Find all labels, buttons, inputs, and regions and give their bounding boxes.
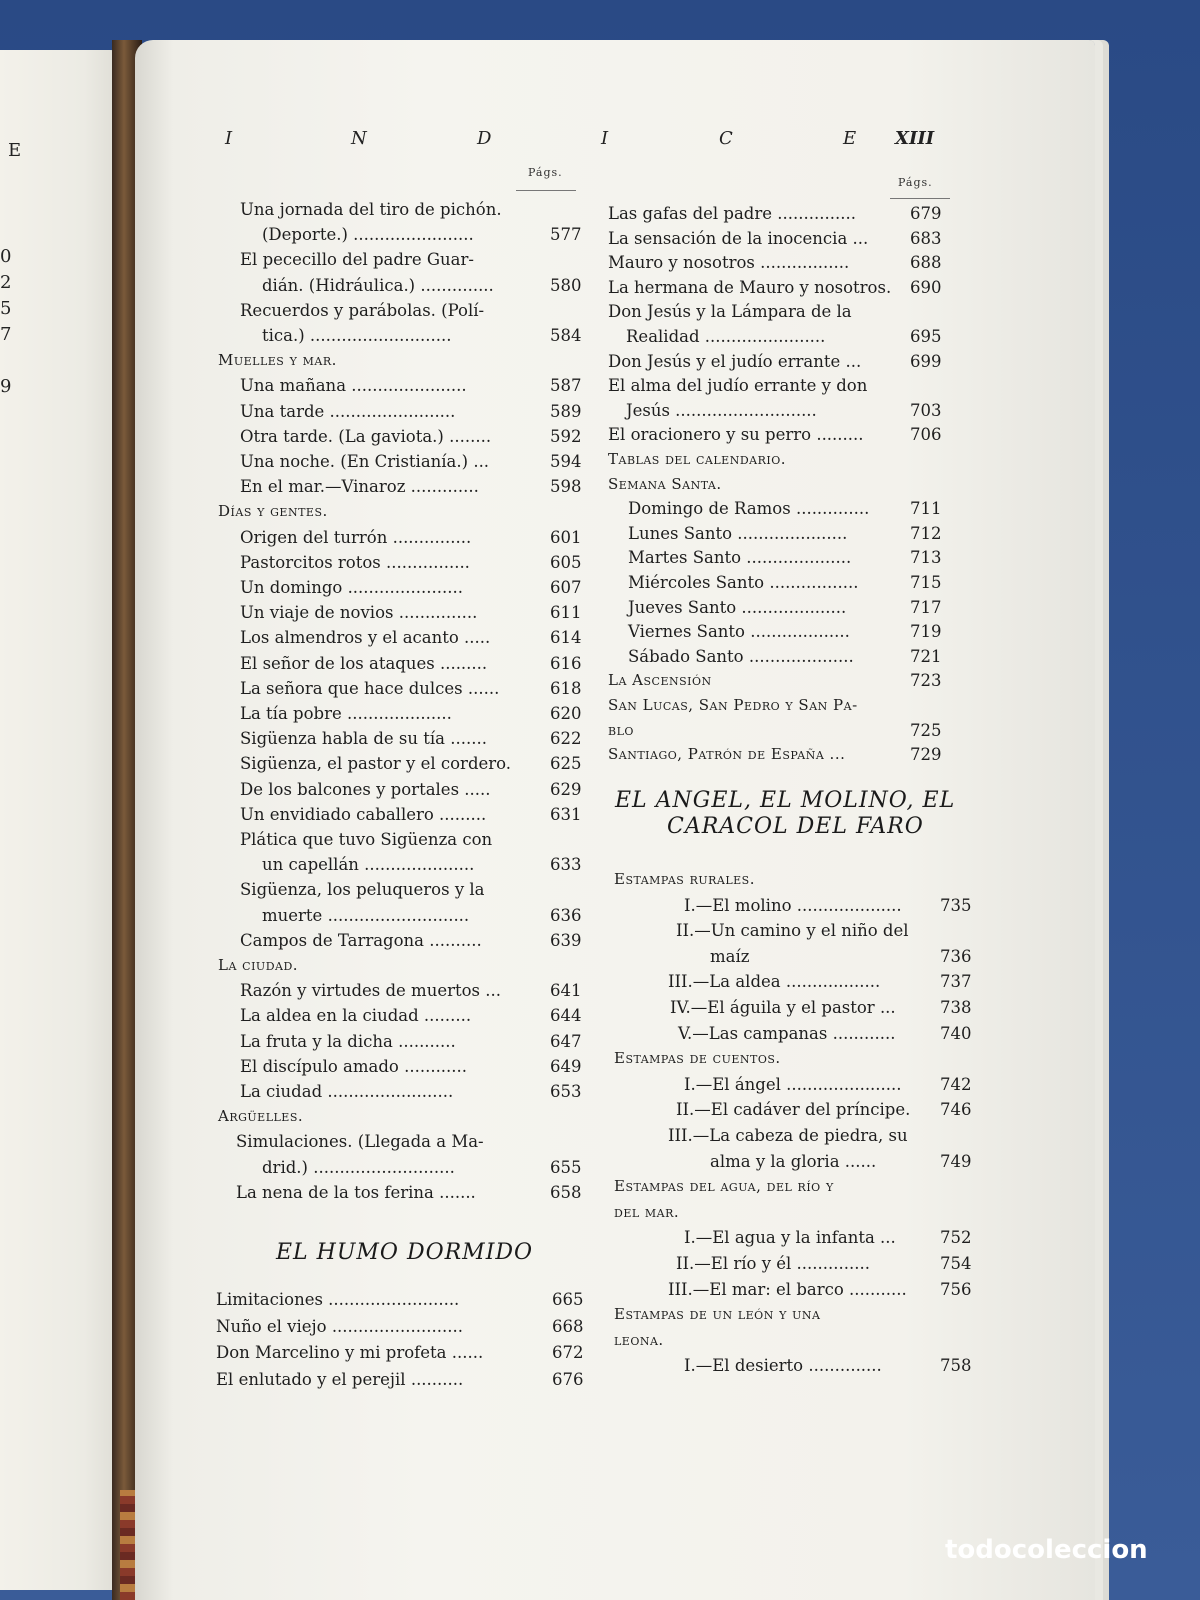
entry-title: Viernes Santo ................... bbox=[628, 622, 850, 642]
page-number: XIII bbox=[895, 128, 935, 149]
entry-page-number: 636 bbox=[550, 905, 582, 925]
entry-page-number: 719 bbox=[910, 622, 942, 642]
entry-title: un capellán ..................... bbox=[262, 855, 475, 875]
entry-title: La ciudad. bbox=[218, 956, 299, 974]
entry-page-number: 631 bbox=[550, 804, 582, 824]
entry-title: Lunes Santo ..................... bbox=[628, 523, 848, 543]
entry-title: II.—El río y él .............. bbox=[676, 1254, 870, 1273]
entry-page-number: 737 bbox=[940, 972, 972, 992]
entry-page-number: 742 bbox=[940, 1074, 972, 1094]
entry-title: Sábado Santo .................... bbox=[628, 646, 854, 666]
entry-title: Pastorcitos rotos ................ bbox=[240, 552, 470, 572]
pags-label-left: Págs. bbox=[528, 166, 563, 179]
entry-title: El señor de los ataques ......... bbox=[240, 653, 488, 673]
entry-title: alma y la gloria ...... bbox=[710, 1151, 877, 1171]
entry-title: Razón y virtudes de muertos ... bbox=[240, 981, 501, 1001]
entry-title: Sigüenza, los peluqueros y la bbox=[240, 880, 485, 900]
entry-title: I.—El agua y la infanta ... bbox=[684, 1228, 896, 1248]
entry-page-number: 712 bbox=[910, 523, 942, 543]
entry-page-number: 721 bbox=[910, 646, 942, 666]
entry-title: De los balcones y portales ..... bbox=[240, 779, 491, 799]
entry-title: Plática que tuvo Sigüenza con bbox=[240, 830, 493, 849]
entry-title: Estampas rurales. bbox=[614, 870, 755, 888]
entry-title: Una mañana ...................... bbox=[240, 376, 467, 396]
entry-page-number: 713 bbox=[910, 548, 942, 568]
right-section-title-1: EL ANGEL, EL MOLINO, EL bbox=[615, 788, 956, 813]
entry-page-number: 601 bbox=[550, 527, 582, 547]
entry-page-number: 639 bbox=[550, 930, 582, 950]
pags-label-right: Págs. bbox=[898, 176, 933, 189]
entry-page-number: 598 bbox=[550, 477, 582, 497]
entry-page-number: 611 bbox=[550, 603, 582, 623]
entry-title: Días y gentes. bbox=[218, 502, 328, 521]
entry-title: El discípulo amado ............ bbox=[240, 1056, 468, 1076]
entry-title: La nena de la tos ferina ....... bbox=[236, 1182, 476, 1202]
entry-title: Argüelles. bbox=[218, 1107, 304, 1126]
entry-title: Un viaje de novios ............... bbox=[240, 603, 478, 623]
entry-page-number: 668 bbox=[552, 1316, 584, 1336]
entry-title: IV.—El águila y el pastor ... bbox=[670, 998, 896, 1017]
entry-title: muerte ........................... bbox=[262, 905, 470, 925]
entry-title: I.—El desierto .............. bbox=[684, 1356, 882, 1376]
entry-page-number: 580 bbox=[550, 275, 582, 295]
entry-title: del mar. bbox=[614, 1202, 680, 1221]
entry-title: Estampas de un león y una bbox=[614, 1305, 821, 1324]
entry-title: La tía pobre .................... bbox=[240, 704, 452, 723]
entry-page-number: 752 bbox=[940, 1228, 972, 1248]
entry-title: Don Jesús y la Lámpara de la bbox=[608, 302, 852, 322]
entry-title: Una jornada del tiro de pichón. bbox=[240, 200, 502, 219]
entry-title: dián. (Hidráulica.) .............. bbox=[262, 275, 494, 295]
entry-title: Don Marcelino y mi profeta ...... bbox=[216, 1343, 484, 1362]
entry-title: Tablas del calendario. bbox=[608, 450, 787, 468]
entry-title: I.—El molino .................... bbox=[684, 895, 902, 915]
entry-title: III.—El mar: el barco ........... bbox=[668, 1279, 907, 1299]
entry-page-number: 633 bbox=[550, 855, 582, 875]
left-page-fragment: 0 bbox=[0, 246, 12, 267]
entry-title: Simulaciones. (Llegada a Ma- bbox=[236, 1132, 484, 1152]
entry-page-number: 647 bbox=[550, 1031, 582, 1051]
entry-page-number: 756 bbox=[940, 1279, 972, 1299]
entry-title: II.—Un camino y el niño del bbox=[676, 921, 909, 941]
watermark: todocoleccion bbox=[945, 1535, 1148, 1565]
left-section-title: EL HUMO DORMIDO bbox=[276, 1240, 534, 1265]
entry-page-number: 658 bbox=[550, 1182, 582, 1202]
entry-page-number: 725 bbox=[910, 720, 942, 740]
entry-page-number: 683 bbox=[910, 228, 942, 248]
entry-title: El pececillo del padre Guar- bbox=[240, 250, 474, 270]
left-page-fragment: 9 bbox=[0, 376, 12, 397]
entry-title: Mauro y nosotros ................. bbox=[608, 253, 850, 273]
entry-page-number: 625 bbox=[550, 754, 582, 774]
entry-title: Realidad ....................... bbox=[626, 327, 826, 346]
entry-title: V.—Las campanas ............ bbox=[678, 1023, 896, 1043]
entry-title: Origen del turrón ............... bbox=[240, 527, 472, 547]
entry-title: La aldea en la ciudad ......... bbox=[240, 1006, 472, 1026]
running-header bbox=[225, 128, 950, 158]
entry-title: drid.) ........................... bbox=[262, 1157, 455, 1177]
entry-page-number: 695 bbox=[910, 327, 942, 346]
entry-page-number: 605 bbox=[550, 552, 582, 572]
entry-page-number: 618 bbox=[550, 678, 582, 698]
entry-title: Un domingo ...................... bbox=[240, 578, 463, 597]
entry-title: Don Jesús y el judío errante ... bbox=[608, 351, 862, 371]
entry-page-number: 614 bbox=[550, 628, 582, 648]
entry-page-number: 607 bbox=[550, 578, 582, 597]
entry-title: leona. bbox=[614, 1330, 664, 1349]
header-letter: I bbox=[225, 128, 233, 149]
entry-title: Semana Santa. bbox=[608, 474, 722, 493]
entry-page-number: 655 bbox=[550, 1157, 582, 1177]
entry-title: En el mar.—Vinaroz ............. bbox=[240, 477, 479, 497]
entry-page-number: 703 bbox=[910, 400, 942, 420]
entry-page-number: 711 bbox=[910, 499, 942, 519]
entry-title: El alma del judío errante y don bbox=[608, 376, 868, 396]
entry-title: La sensación de la inocencia ... bbox=[608, 228, 869, 248]
header-letter: I bbox=[601, 128, 609, 149]
header-letter: E bbox=[843, 128, 857, 149]
entry-title: Los almendros y el acanto ..... bbox=[240, 628, 491, 648]
entry-title: II.—El cadáver del príncipe. bbox=[676, 1100, 911, 1120]
entry-page-number: 699 bbox=[910, 351, 942, 371]
entry-title: La Ascensión bbox=[608, 671, 712, 690]
pags-rule-right bbox=[890, 198, 950, 199]
entry-title: Campos de Tarragona .......... bbox=[240, 930, 482, 950]
entry-title: Las gafas del padre ............... bbox=[608, 204, 856, 223]
entry-title: Estampas del agua, del río y bbox=[614, 1177, 834, 1196]
header-letter: N bbox=[351, 128, 367, 149]
entry-page-number: 629 bbox=[550, 779, 582, 799]
right-section-title-2: CARACOL DEL FARO bbox=[667, 814, 924, 839]
entry-page-number: 688 bbox=[910, 253, 942, 273]
entry-title: III.—La aldea .................. bbox=[668, 972, 881, 992]
entry-title: maíz bbox=[710, 946, 750, 966]
entry-page-number: 589 bbox=[550, 401, 582, 421]
entry-page-number: 679 bbox=[910, 204, 942, 223]
entry-title: La hermana de Mauro y nosotros. bbox=[608, 277, 892, 297]
entry-page-number: 676 bbox=[552, 1369, 584, 1389]
entry-title: Jueves Santo .................... bbox=[628, 597, 847, 617]
entry-title: III.—La cabeza de piedra, su bbox=[668, 1126, 908, 1145]
entry-title: (Deporte.) ....................... bbox=[262, 225, 474, 245]
entry-title: Santiago, Patrón de España ... bbox=[608, 745, 846, 764]
left-page-fragment: 5 bbox=[0, 298, 12, 319]
entry-page-number: 622 bbox=[550, 729, 582, 749]
entry-page-number: 729 bbox=[910, 745, 942, 765]
entry-title: San Lucas, San Pedro y San Pa- bbox=[608, 696, 858, 714]
entry-title: Miércoles Santo ................. bbox=[628, 573, 859, 592]
entry-title: Martes Santo .................... bbox=[628, 548, 852, 568]
entry-title: Sigüenza habla de su tía ....... bbox=[240, 729, 487, 749]
entry-title: Muelles y mar. bbox=[218, 351, 337, 370]
entry-page-number: 665 bbox=[552, 1290, 584, 1309]
entry-title: La señora que hace dulces ...... bbox=[240, 678, 500, 698]
entry-page-number: 746 bbox=[940, 1100, 972, 1120]
entry-title: I.—El ángel ...................... bbox=[684, 1074, 902, 1094]
entry-title: Domingo de Ramos .............. bbox=[628, 499, 870, 519]
entry-title: Recuerdos y parábolas. (Polí- bbox=[240, 300, 485, 320]
entry-page-number: 706 bbox=[910, 425, 942, 445]
entry-page-number: 672 bbox=[552, 1343, 584, 1362]
entry-page-number: 740 bbox=[940, 1023, 972, 1043]
entry-page-number: 738 bbox=[940, 998, 972, 1017]
entry-page-number: 758 bbox=[940, 1356, 972, 1376]
entry-title: Una tarde ........................ bbox=[240, 401, 456, 421]
entry-title: Un envidiado caballero ......... bbox=[240, 804, 487, 824]
entry-page-number: 735 bbox=[940, 895, 972, 915]
entry-title: La fruta y la dicha ........... bbox=[240, 1031, 456, 1051]
entry-title: Sigüenza, el pastor y el cordero. bbox=[240, 754, 512, 774]
entry-title: Estampas de cuentos. bbox=[614, 1049, 781, 1068]
header-letter: C bbox=[719, 128, 733, 149]
entry-title: Otra tarde. (La gaviota.) ........ bbox=[240, 426, 492, 446]
entry-title: Limitaciones ......................... bbox=[216, 1290, 460, 1309]
entry-page-number: 592 bbox=[550, 426, 582, 446]
left-page-fragment: 2 bbox=[0, 272, 12, 293]
entry-page-number: 641 bbox=[550, 981, 582, 1001]
entry-page-number: 723 bbox=[910, 671, 942, 691]
entry-title: El oracionero y su perro ......... bbox=[608, 425, 864, 445]
entry-page-number: 587 bbox=[550, 376, 582, 396]
entry-page-number: 584 bbox=[550, 326, 582, 345]
entry-title: Jesús ........................... bbox=[626, 400, 817, 420]
entry-page-number: 715 bbox=[910, 573, 942, 592]
entry-page-number: 754 bbox=[940, 1254, 972, 1273]
entry-title: El enlutado y el perejil .......... bbox=[216, 1369, 464, 1389]
entry-page-number: 690 bbox=[910, 277, 942, 297]
entry-page-number: 736 bbox=[940, 946, 972, 966]
entry-page-number: 749 bbox=[940, 1151, 972, 1171]
entry-page-number: 717 bbox=[910, 597, 942, 617]
entry-page-number: 577 bbox=[550, 225, 582, 245]
entry-title: Una noche. (En Cristianía.) ... bbox=[240, 452, 490, 471]
entry-title: tica.) ........................... bbox=[262, 326, 452, 345]
pags-rule-left bbox=[516, 190, 576, 191]
entry-page-number: 649 bbox=[550, 1056, 582, 1076]
entry-page-number: 616 bbox=[550, 653, 582, 673]
entry-title: blo bbox=[608, 720, 634, 739]
entry-title: Nuño el viejo ......................... bbox=[216, 1316, 463, 1336]
header-letter: D bbox=[477, 128, 492, 149]
left-page-fragment: E bbox=[8, 140, 22, 161]
entry-page-number: 644 bbox=[550, 1006, 582, 1026]
entry-page-number: 594 bbox=[550, 452, 582, 471]
entry-page-number: 620 bbox=[550, 704, 582, 723]
entry-page-number: 653 bbox=[550, 1082, 582, 1101]
entry-title: La ciudad ........................ bbox=[240, 1082, 454, 1101]
left-page-fragment: 7 bbox=[0, 324, 12, 345]
